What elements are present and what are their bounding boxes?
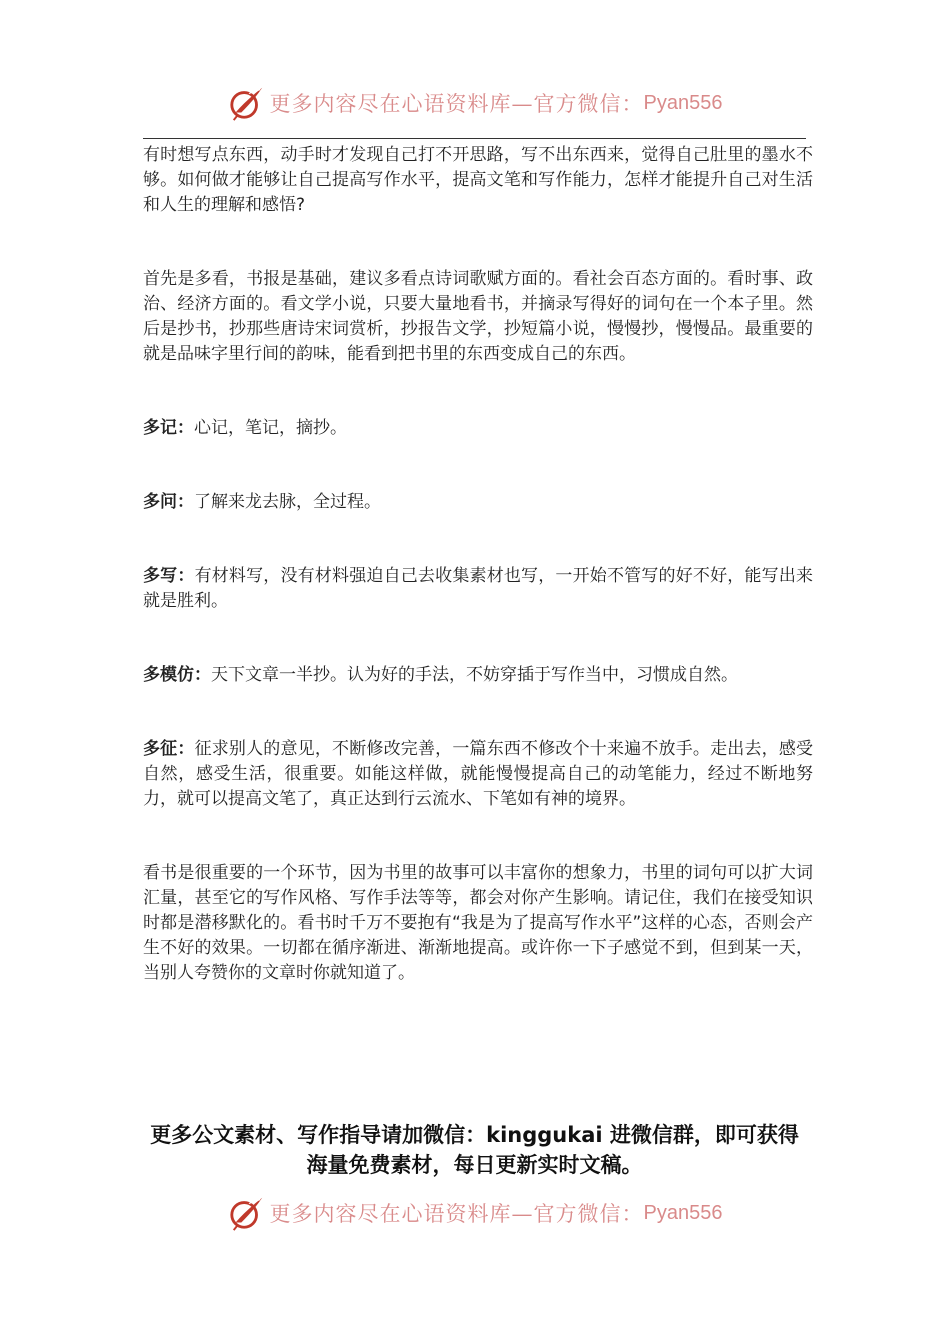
paragraph-lead: 多征： — [143, 739, 195, 759]
paragraph-text: 心记，笔记，摘抄。 — [194, 418, 347, 438]
paragraph-imitate — [143, 663, 813, 688]
footer-wechat-note: 更多公文素材、写作指导请加微信：kinggukai 进微信群，即可获得海量免费素材，每日更新实时文稿。 — [150, 1123, 799, 1177]
paragraph-remember — [143, 416, 813, 441]
header-banner — [0, 78, 950, 128]
paragraph-lead: 多模仿： — [143, 665, 211, 685]
paragraph-lead: 多问： — [143, 492, 194, 512]
article-body — [143, 143, 813, 1035]
paragraph-write — [143, 564, 813, 614]
paragraph-text: 有时想写点东西，动手时才发现自己打不开思路，写不出东西来，觉得自己肚里的墨水不够。如何做才能够让自己提高写作水平，提高文笔和写作能力，怎样才能提升自己对生活和人生的理解和感悟? — [143, 145, 813, 215]
paragraph-lead: 多写： — [143, 566, 195, 586]
paragraph-text: 有材料写，没有材料强迫自己去收集素材也写，一开始不管写的好不好，能写出来就是胜利。 — [143, 566, 814, 611]
paragraph-intro — [143, 143, 813, 218]
paragraph-conclusion — [143, 861, 813, 986]
paragraph-text: 天下文章一半抄。认为好的手法，不妨穿插于写作当中，习惯成自然。 — [211, 665, 738, 685]
paragraph-text: 征求别人的意见，不断修改完善，一篇东西不修改个十来遍不放手。走出去，感受自然，感受生活，很重要。如能这样做，就能慢慢提高自己的动笔能力，经过不断地努力，就可以提高文笔了，真正达到行云流水、下笔如有神的境界。 — [143, 739, 814, 809]
paragraph-lead: 多记： — [143, 418, 194, 438]
paragraph-solicit — [143, 737, 813, 812]
header-banner-text: 更多内容尽在心语资料库—官方微信： — [269, 92, 644, 116]
header-banner-wechat-id: Pyan556 — [643, 91, 723, 114]
paragraph-text: 首先是多看，书报是基础，建议多看点诗词歌赋方面的。看社会百态方面的。看时事、政治、经济方面的。看文学小说，只要大量地看书，并摘录写得好的词句在一个本子里。然后是抄书，抄那些唐诗宋词赏析，抄报告文学，抄短篇小说，慢慢抄，慢慢品。最重要的就是品味字里行间的韵味，能看到把书里的东西变成自己的东西。 — [143, 269, 813, 364]
paragraph-ask — [143, 490, 813, 515]
footer-banner-text: 更多内容尽在心语资料库—官方微信： — [269, 1202, 644, 1226]
paragraph-text: 看书是很重要的一个环节，因为书里的故事可以丰富你的想象力，书里的词句可以扩大词汇量，甚至它的写作风格、写作手法等等，都会对你产生影响。请记住，我们在接受知识时都是潜移默化的。看书时千万不要抱有“我是为了提高写作水平”这样的心态，否则会产生不好的效果。一切都在循序渐进、渐渐地提高。或许你一下子感觉不到，但到某一天，当别人夸赞你的文章时你就知道了。 — [143, 863, 813, 983]
paragraph-text: 了解来龙去脉，全过程。 — [194, 492, 381, 512]
quill-pen-logo-icon — [228, 84, 266, 122]
paragraph-read-more — [143, 267, 813, 367]
footer-banner — [0, 1188, 950, 1238]
footer-banner-wechat-id: Pyan556 — [643, 1201, 723, 1224]
quill-pen-logo-icon — [228, 1194, 266, 1232]
header-divider — [143, 138, 806, 139]
